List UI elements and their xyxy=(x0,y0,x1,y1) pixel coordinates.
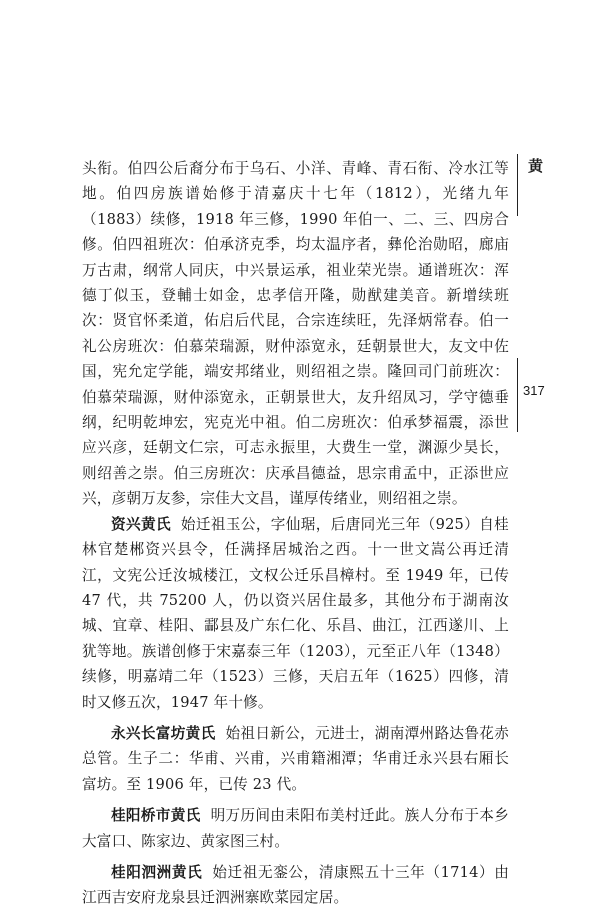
entry-text: 始迁祖玉公，字仙琚，后唐同光三年（925）自桂林官楚郴资兴县令，任满择居城治之西。十一世文嵩公再迁清江，文宪公迁汝城楼江，文权公迁乐昌樟村。至 1949 年，已传 47 代，共 75200 人，仍以资兴居住最多，其他分布于湖南汝城、宜章、桂阳、酃县及广东仁化、乐昌、曲江，江西遂川、上犹等地。族谱创修于宋嘉泰三年（1203），元至正八年（1348）续修，明嘉靖二年（1523）三修，天启五年（1625）四修，清时又修五次，1947 年十修。 xyxy=(82,515,509,711)
body-text xyxy=(82,156,509,911)
entry-heading: 桂阳桥市黄氏 xyxy=(111,807,201,825)
running-head: 黄 xyxy=(526,158,544,173)
entry-heading: 桂阳泗洲黄氏 xyxy=(111,863,203,881)
entry-guiyang-sizhou-huang xyxy=(82,860,509,911)
entry-heading: 永兴长富坊黄氏 xyxy=(111,724,216,742)
entry-yongxing-changfufang-huang xyxy=(82,721,509,797)
entry-heading: 资兴黄氏 xyxy=(111,515,171,533)
margin-rule-top xyxy=(517,154,518,216)
entry-text: 始祖日新公，元进士，湖南潭州路达鲁花赤总管。生子二：华甫、兴甫，兴甫籍湘潭；华甫迁永兴县右厢长富坊。至 1906 年，已传 23 代。 xyxy=(82,724,509,793)
paragraph-text: 头衔。伯四公后裔分布于乌石、小洋、青峰、青石衔、冷水江等地。伯四房族谱始修于清嘉庆十七年（1812），光绪九年（1883）续修，1918 年三修，1990 年伯一、二、三、四房合修。伯四祖班次：伯承济克季，均太温序者，彝伦治勋昭，廊庙万古肃，纲常人同庆，中兴景运承，祖业荣光崇。通谱班次：浑德丁似玉，登輔士如金，忠孝信开隆，勋猷建美音。新增续班次：贤官怀柔道，佑启后代昆，合宗连续旺，先泽炳常春。伯一礼公房班次：伯慕荣瑞源，财仲添宽永，廷朝景世大，友文中佐国，宪允定学能，端安邦绪业，则绍祖之崇。隆回司门前班次：伯慕荣瑞源，财仲添宽永，正朝景世大，友升绍凤习，学守德垂纲，纪明乾坤宏，宪克光中祖。伯二房班次：伯承梦福震，添世应兴彦，廷朝文仁宗，可志永振里，大费生一堂，渊源少昊长，则绍善之崇。伯三房班次：庆承昌德益，思宗甫孟中，正添世应兴，彦朝万友参，宗佳大文昌，谨厚传绪业，则绍祖之崇。 xyxy=(82,160,509,508)
entry-guiyang-qiaoshi-huang xyxy=(82,803,509,854)
margin-rule-bottom xyxy=(517,358,518,432)
entry-text: 始迁祖无銮公，清康熙五十三年（1714）由江西吉安府龙泉县迁泗洲寨欧菜园定居。 xyxy=(82,863,510,907)
paragraph-continued xyxy=(82,156,509,512)
entry-zixing-huang xyxy=(82,512,509,715)
entry-text: 明万历间由耒阳布美村迁此。族人分布于本乡大富口、陈家边、黄家图三村。 xyxy=(82,807,509,850)
page-number: 317 xyxy=(523,383,545,398)
